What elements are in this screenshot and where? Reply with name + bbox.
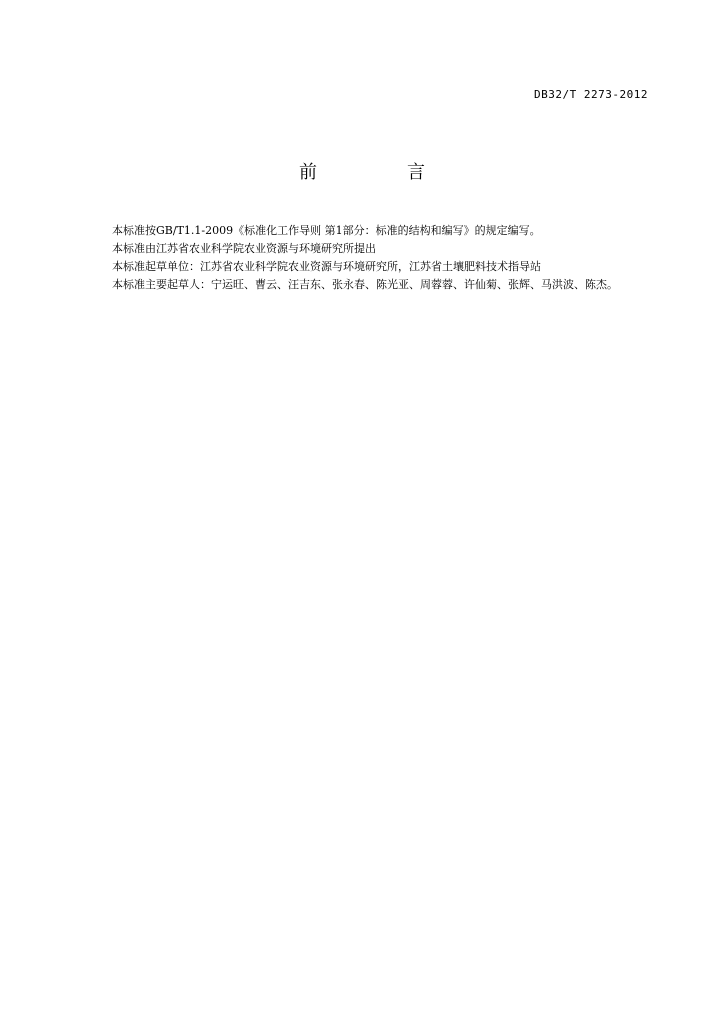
standard-code: DB32/T 2273-2012: [534, 88, 648, 101]
paragraph-drafting-rules: 本标准按GB/T1.1-2009《标准化工作导则 第1部分：标准的结构和编写》的规定编写。: [112, 224, 541, 237]
foreword-title: 前 言: [299, 162, 461, 183]
paragraph-drafters: 本标准主要起草人：宁运旺、曹云、汪吉东、张永春、陈光亚、周蓉蓉、许仙菊、张辉、马洪波、陈杰。: [112, 278, 618, 291]
paragraph-proposer: 本标准由江苏省农业科学院农业资源与环境研究所提出: [112, 242, 376, 255]
paragraph-drafting-units: 本标准起草单位：江苏省农业科学院农业资源与环境研究所，江苏省土壤肥料技术指导站: [112, 260, 541, 273]
foreword-body: [90, 222, 664, 294]
